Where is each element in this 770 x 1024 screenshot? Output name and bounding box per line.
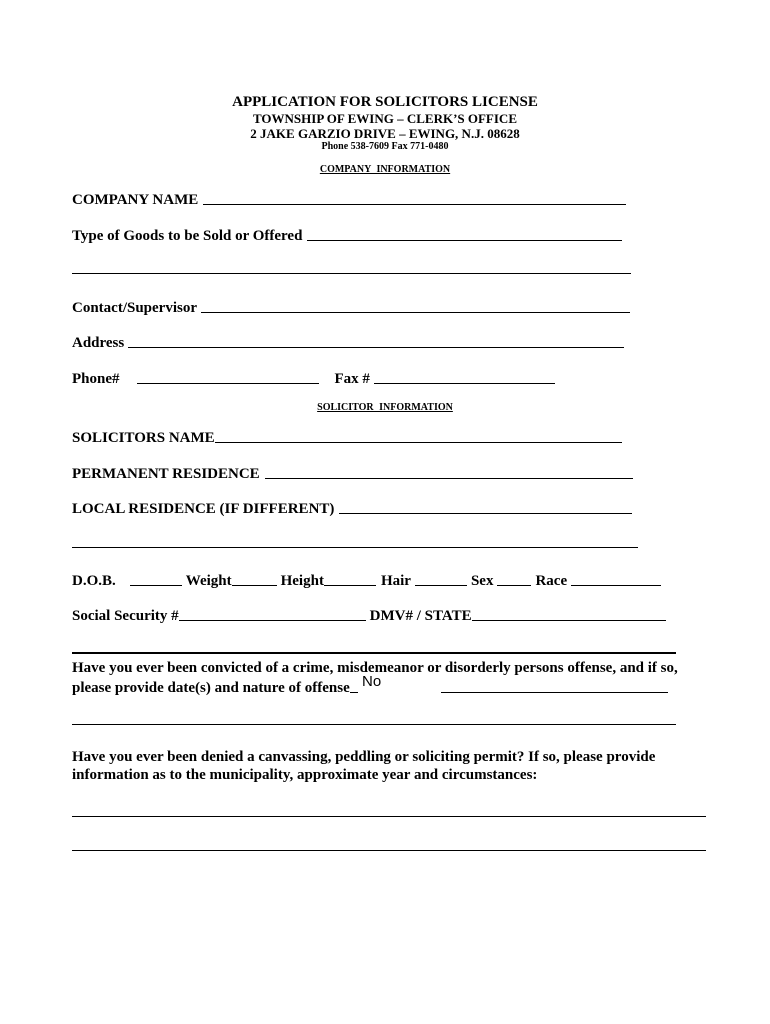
race-field[interactable] bbox=[571, 570, 661, 586]
ssn-field[interactable] bbox=[179, 605, 366, 621]
permit-answer-field-2[interactable] bbox=[72, 850, 706, 851]
company-section-heading: COMPANY INFORMATION bbox=[319, 164, 451, 175]
divider-line bbox=[72, 652, 676, 654]
contact-row bbox=[72, 296, 630, 317]
phone-label: Phone# bbox=[72, 371, 120, 387]
phone-field[interactable] bbox=[137, 368, 319, 384]
crime-question-line2: please provide date(s) and nature of offense bbox=[72, 680, 350, 696]
permanent-residence-label: PERMANENT RESIDENCE bbox=[72, 466, 260, 482]
hair-label: Hair bbox=[380, 573, 411, 589]
permit-answer-field-1[interactable] bbox=[72, 816, 706, 817]
crime-question-line1: Have you ever been convicted of a crime, misdemeanor or disorderly persons offense, and if so, bbox=[72, 660, 678, 676]
ssn-label: Social Security # bbox=[72, 608, 179, 624]
permit-question bbox=[72, 748, 655, 784]
local-residence-row bbox=[72, 497, 632, 518]
goods-continuation-field[interactable] bbox=[72, 273, 631, 274]
sex-field[interactable] bbox=[497, 570, 531, 586]
crime-answer-field[interactable] bbox=[441, 678, 668, 693]
permit-question-line1: Have you ever been denied a canvassing, peddling or soliciting permit? If so, please provide bbox=[72, 749, 656, 765]
crime-answer-lead bbox=[350, 678, 358, 693]
permit-question-line2: information as to the municipality, approximate year and circumstances: bbox=[72, 767, 538, 783]
company-name-row bbox=[72, 188, 626, 209]
race-label: Race bbox=[535, 573, 568, 589]
ssn-dmv-row bbox=[72, 604, 666, 625]
dob-field[interactable] bbox=[130, 570, 182, 586]
fax-field[interactable] bbox=[374, 368, 555, 384]
solicitor-name-field[interactable] bbox=[215, 427, 622, 443]
weight-field[interactable] bbox=[232, 570, 277, 586]
dmv-label: DMV# / STATE bbox=[369, 608, 472, 624]
solicitor-name-row bbox=[72, 426, 622, 447]
goods-label: Type of Goods to be Sold or Offered bbox=[72, 228, 303, 244]
crime-continuation-field[interactable] bbox=[72, 724, 676, 725]
physical-details-row bbox=[72, 569, 661, 590]
permanent-residence-field[interactable] bbox=[265, 463, 633, 479]
solicitor-section-heading: SOLICITOR INFORMATION bbox=[317, 402, 453, 413]
height-label: Height bbox=[280, 573, 324, 589]
local-residence-continuation-field[interactable] bbox=[72, 547, 638, 548]
address-row bbox=[72, 331, 624, 352]
phone-fax-row bbox=[72, 367, 555, 388]
height-field[interactable] bbox=[324, 570, 376, 586]
form-title: APPLICATION FOR SOLICITORS LICENSE bbox=[232, 94, 538, 110]
company-name-label: COMPANY NAME bbox=[72, 192, 199, 208]
sex-label: Sex bbox=[470, 573, 494, 589]
office-name: TOWNSHIP OF EWING – CLERK’S OFFICE bbox=[252, 111, 517, 126]
hair-field[interactable] bbox=[415, 570, 467, 586]
dmv-field[interactable] bbox=[472, 605, 666, 621]
crime-answer-value[interactable]: No bbox=[362, 673, 382, 690]
office-contact: Phone 538-7609 Fax 771-0480 bbox=[321, 141, 449, 152]
contact-label: Contact/Supervisor bbox=[72, 300, 197, 316]
company-name-field[interactable] bbox=[203, 189, 626, 205]
solicitor-name-label: SOLICITORS NAME bbox=[72, 430, 215, 446]
address-field[interactable] bbox=[128, 332, 624, 348]
address-label: Address bbox=[72, 335, 125, 351]
local-residence-label: LOCAL RESIDENCE (IF DIFFERENT) bbox=[72, 501, 335, 517]
local-residence-field[interactable] bbox=[339, 498, 632, 514]
goods-row bbox=[72, 224, 622, 245]
office-address: 2 JAKE GARZIO DRIVE – EWING, N.J. 08628 bbox=[250, 126, 520, 141]
goods-field[interactable] bbox=[307, 225, 622, 241]
permanent-residence-row bbox=[72, 462, 633, 483]
dob-label: D.O.B. bbox=[72, 573, 116, 589]
weight-label: Weight bbox=[185, 573, 232, 589]
contact-field[interactable] bbox=[201, 297, 630, 313]
fax-label: Fax # bbox=[334, 371, 370, 387]
